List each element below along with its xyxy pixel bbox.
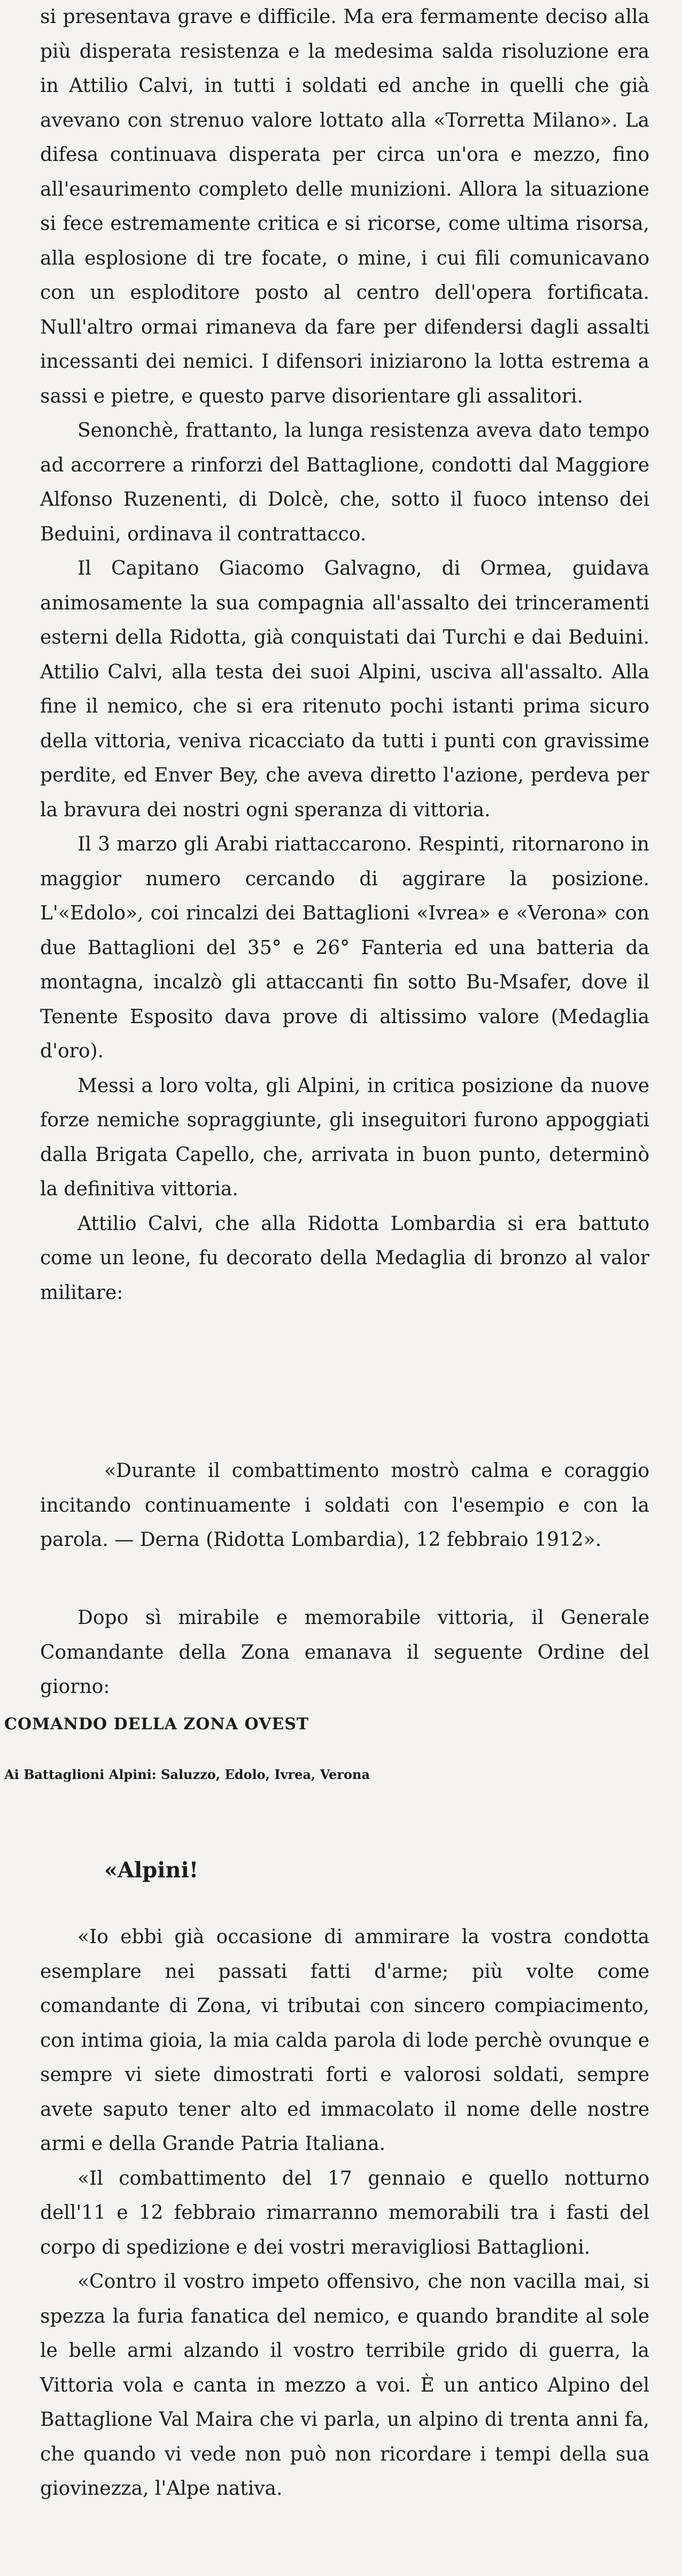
order-intro [40, 1601, 649, 1705]
paragraph: Senonchè, frattanto, la lunga resistenza aveva dato tempo ad accorrere a rinforzi del Battaglione, condotti dal Maggiore Alfonso Ruzenenti, di Dolcè, che, sotto il fuoco intenso dei Beduini, ordinava il contrattacco. [40, 420, 649, 545]
quote-text: «Durante il combattimento mostrò calma e coraggio incitando continuamente i soldati con l'esempio e con la parola. — Derna (Ridotta Lombardia), 12 febbraio 1912». [40, 1460, 649, 1551]
order-paragraph: «Contro il vostro impeto offensivo, che non vacilla mai, si spezza la furia fanatica del nemico, e quando brandite al sole le belle armi alzando il vostro terribile grido di guerra, la Vittoria vola e canta in mezzo a voi. È un antico Alpino del Battaglione Val Maira che vi parla, un alpino di trenta anni fa, che quando vi vede non può non ricordare i tempi della sua giovinezza, l'Alpe nativa. [40, 2271, 649, 2500]
paragraph: Dopo sì mirabile e memorabile vittoria, il Generale Comandante della Zona emanava il seguente Ordine del giorno: [40, 1607, 649, 1698]
order-paragraph: «Il combattimento del 17 gennaio e quello notturno dell'11 e 12 febbraio rimarranno memorabili tra i fasti del corpo di spedizione e dei vostri meravigliosi Battaglioni. [40, 2167, 649, 2258]
order-paragraph: «Io ebbi già occasione di ammirare la vostra condotta esemplare nei passati fatti d'arme; più volte come comandante di Zona, vi tributai con sincero compiacimento, con intima gioia, la mia calda parola di lode perchè ovunque e sempre vi siete dimostrati forti e valorosi soldati, sempre avete saputo tener alto ed immacolato il nome delle nostre armi e della Grande Patria Italiana. [40, 1926, 649, 2155]
paragraph: Messi a loro volta, gli Alpini, in critica posizione da nuove forze nemiche sopraggiunte, gli inseguitori furono appoggiati dalla Brigata Capello, che, arrivata in buon punto, determinò la definitiva vittoria. [40, 1074, 649, 1200]
order-title: «Alpini! [104, 1858, 199, 1883]
medal-quote [40, 1454, 649, 1558]
body-text-top [40, 0, 649, 1310]
section-heading: COMANDO DELLA ZONA OVEST [4, 1715, 309, 1734]
paragraph: Attilio Calvi, che alla Ridotta Lombardia si era battuto come un leone, fu decorato della Medaglia di bronzo al valor militare: [40, 1212, 649, 1304]
paragraph: si presentava grave e difficile. Ma era fermamente deciso alla più disperata resistenza e la medesima salda risoluzione era in Attilio Calvi, in tutti i soldati ed anche in quelli che già avevano con strenuo valore lottato alla «Torretta Milano». La difesa continuava disperata per circa un'ora e mezzo, fino all'esaurimento completo delle munizioni. Allora la situazione si fece estremamente critica e si ricorse, come ultima risorsa, alla esplosione di tre focate, o mine, i cui fili comunicavano con un esploditore posto al centro dell'opera fortificata. Null'altro ormai rimaneva da fare per difendersi dagli assalti incessanti dei nemici. I difensori iniziarono la lotta estrema a sassi e pietre, e questo parve disorientare gli assalitori. [40, 6, 649, 407]
paragraph: Il Capitano Giacomo Galvagno, di Ormea, guidava animosamente la sua compagnia all'assalto dei trinceramenti esterni della Ridotta, già conquistati dai Turchi e dai Beduini. Attilio Calvi, alla testa dei suoi Alpini, usciva all'assalto. Alla fine il nemico, che si era ritenuto pochi istanti prima sicuro della vittoria, veniva ricacciato da tutti i punti con gravissime perdite, ed Enver Bey, che aveva diretto l'azione, perdeva per la bravura dei nostri ogni speranza di vittoria. [40, 558, 649, 821]
paragraph: Il 3 marzo gli Arabi riattaccarono. Respinti, ritornarono in maggior numero cercando di aggirare la posizione. L'«Edolo», coi rincalzi dei Battaglioni «Ivrea» e «Verona» con due Battaglioni del 35° e 26° Fanteria ed una batteria da montagna, incalzò gli attaccanti fin sotto Bu-Msafer, dove il Tenente Esposito dava prove di altissimo valore (Medaglia d'oro). [40, 833, 649, 1062]
section-subheading: Ai Battaglioni Alpini: Saluzzo, Edolo, Ivrea, Verona [4, 1767, 370, 1782]
order-body [40, 1920, 649, 2507]
